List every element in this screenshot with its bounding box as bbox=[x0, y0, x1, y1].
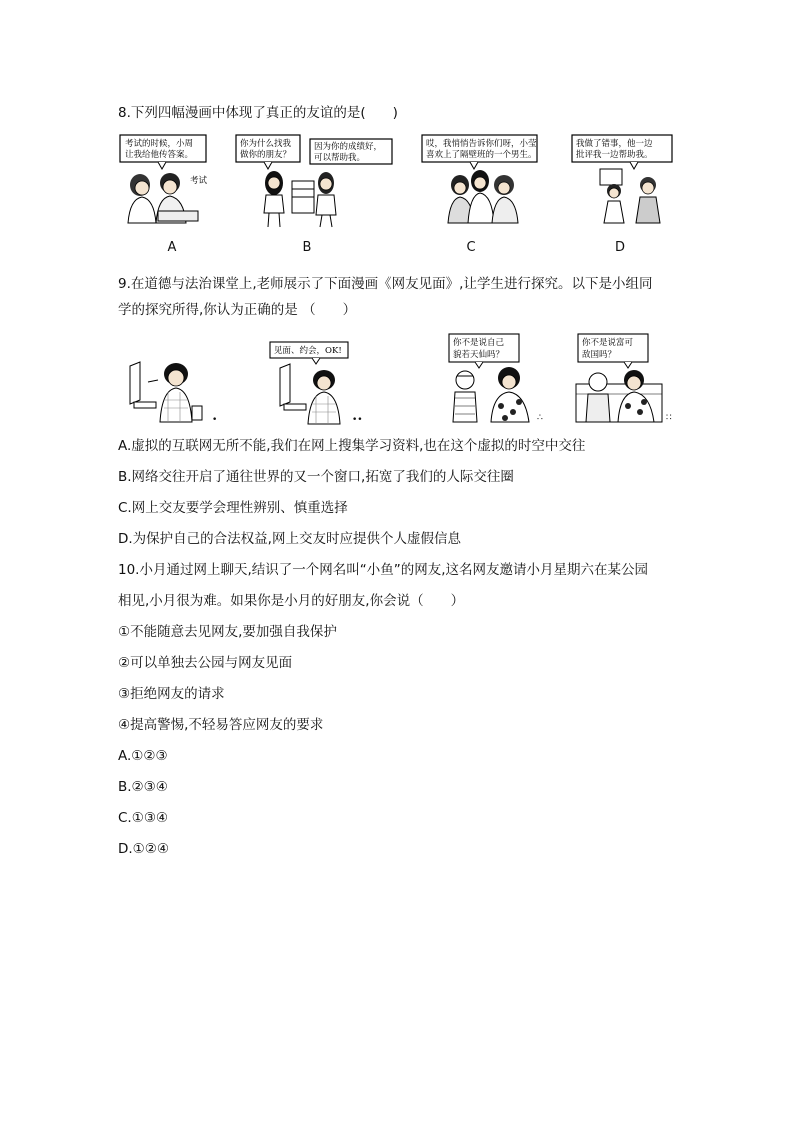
q9-4-bubble-line1: 你不是说富可 bbox=[582, 338, 634, 348]
q10-stem-line1: 10.小月通过网上聊天,结识了一个网名叫“小鱼”的网友,这名网友邀请小月星期六在某公园 bbox=[118, 562, 649, 578]
q8-b-bubble-left-line2: 做你的朋友？ bbox=[240, 150, 292, 160]
q9-3-bubble-line2: 貌若天仙吗？ bbox=[453, 350, 505, 360]
q9-4-bubble-line2: 敌国吗？ bbox=[582, 350, 617, 360]
q9-stem-line2: 学的探究所得,你认为正确的是 （ ） bbox=[118, 302, 357, 318]
q9-2-bubble-line1: 见面、约会，OK! bbox=[274, 346, 342, 356]
q8-b-bubble-right-line1: 因为你的成绩好， bbox=[314, 142, 383, 152]
q10-option-a: A.①②③ bbox=[118, 748, 168, 764]
q8-c-bubble-line2: 喜欢上了隔壁班的一个男生。 bbox=[426, 150, 537, 160]
q8-a-side-note: 考试 bbox=[190, 176, 208, 186]
q8-comic-b bbox=[234, 133, 383, 228]
q9-stem-line1: 9.在道德与法治课堂上,老师展示了下面漫画《网友见面》,让学生进行探究。以下是小组同 bbox=[118, 276, 653, 292]
q10-stem-line2: 相见,小月很为难。如果你是小月的好朋友,你会说（ ） bbox=[118, 593, 465, 609]
q8-c-bubble-line1: 哎，我悄悄告诉你们呀，小莹 bbox=[426, 139, 537, 149]
q9-option-b: B.网络交往开启了通往世界的又一个窗口,拓宽了我们的人际交往圈 bbox=[118, 469, 514, 485]
q9-marker-1: • bbox=[212, 415, 218, 425]
q9-3-bubble-line1: 你不是说自己 bbox=[453, 338, 505, 348]
q9-option-c: C.网上交友要学会理性辨别、慎重选择 bbox=[118, 500, 348, 516]
q10-option-b: B.②③④ bbox=[118, 779, 168, 795]
q10-statement-3: ③拒绝网友的请求 bbox=[118, 686, 225, 702]
q8-caption-b: B bbox=[302, 240, 312, 255]
q10-statement-4: ④提高警惕,不轻易答应网友的要求 bbox=[118, 717, 324, 733]
q8-caption-a: A bbox=[167, 240, 177, 255]
q9-marker-2: •• bbox=[352, 415, 363, 425]
q8-comic-c bbox=[420, 133, 540, 228]
q10-option-d: D.①②④ bbox=[118, 841, 169, 857]
q8-d-bubble-line2: 批评我一边帮助我。 bbox=[576, 150, 653, 160]
q9-comic-2 bbox=[268, 340, 358, 426]
q9-option-d: D.为保护自己的合法权益,网上交友时应提供个人虚假信息 bbox=[118, 531, 461, 547]
q10-statement-1: ①不能随意去见网友,要加强自我保护 bbox=[118, 624, 337, 640]
q8-caption-c: C bbox=[466, 240, 476, 255]
q8-comic-d bbox=[570, 133, 676, 225]
q10-option-c: C.①③④ bbox=[118, 810, 169, 826]
q10-statement-2: ②可以单独去公园与网友见面 bbox=[118, 655, 293, 671]
q8-b-bubble-right-line2: 可以帮助我。 bbox=[314, 153, 366, 163]
q8-b-bubble-left-line1: 你为什么找我 bbox=[240, 139, 292, 149]
q9-marker-4: ∷ bbox=[666, 413, 672, 423]
q9-comic-3 bbox=[445, 332, 537, 424]
q8-stem: 8.下列四幅漫画中体现了真正的友谊的是( ) bbox=[118, 105, 398, 121]
q9-comic-1 bbox=[128, 352, 214, 424]
q8-a-bubble-line1: 考试的时候，小周 bbox=[125, 139, 194, 149]
q9-marker-3: ∴ bbox=[537, 413, 543, 423]
q8-a-bubble-line2: 让我给他传答案。 bbox=[125, 150, 194, 160]
q8-caption-d: D bbox=[614, 240, 625, 255]
q9-comic-4 bbox=[574, 332, 664, 424]
q8-comic-a bbox=[118, 133, 210, 225]
q8-d-bubble-line1: 我做了错事，他一边 bbox=[576, 139, 653, 149]
q9-option-a: A.虚拟的互联网无所不能,我们在网上搜集学习资料,也在这个虚拟的时空中交往 bbox=[118, 438, 586, 454]
